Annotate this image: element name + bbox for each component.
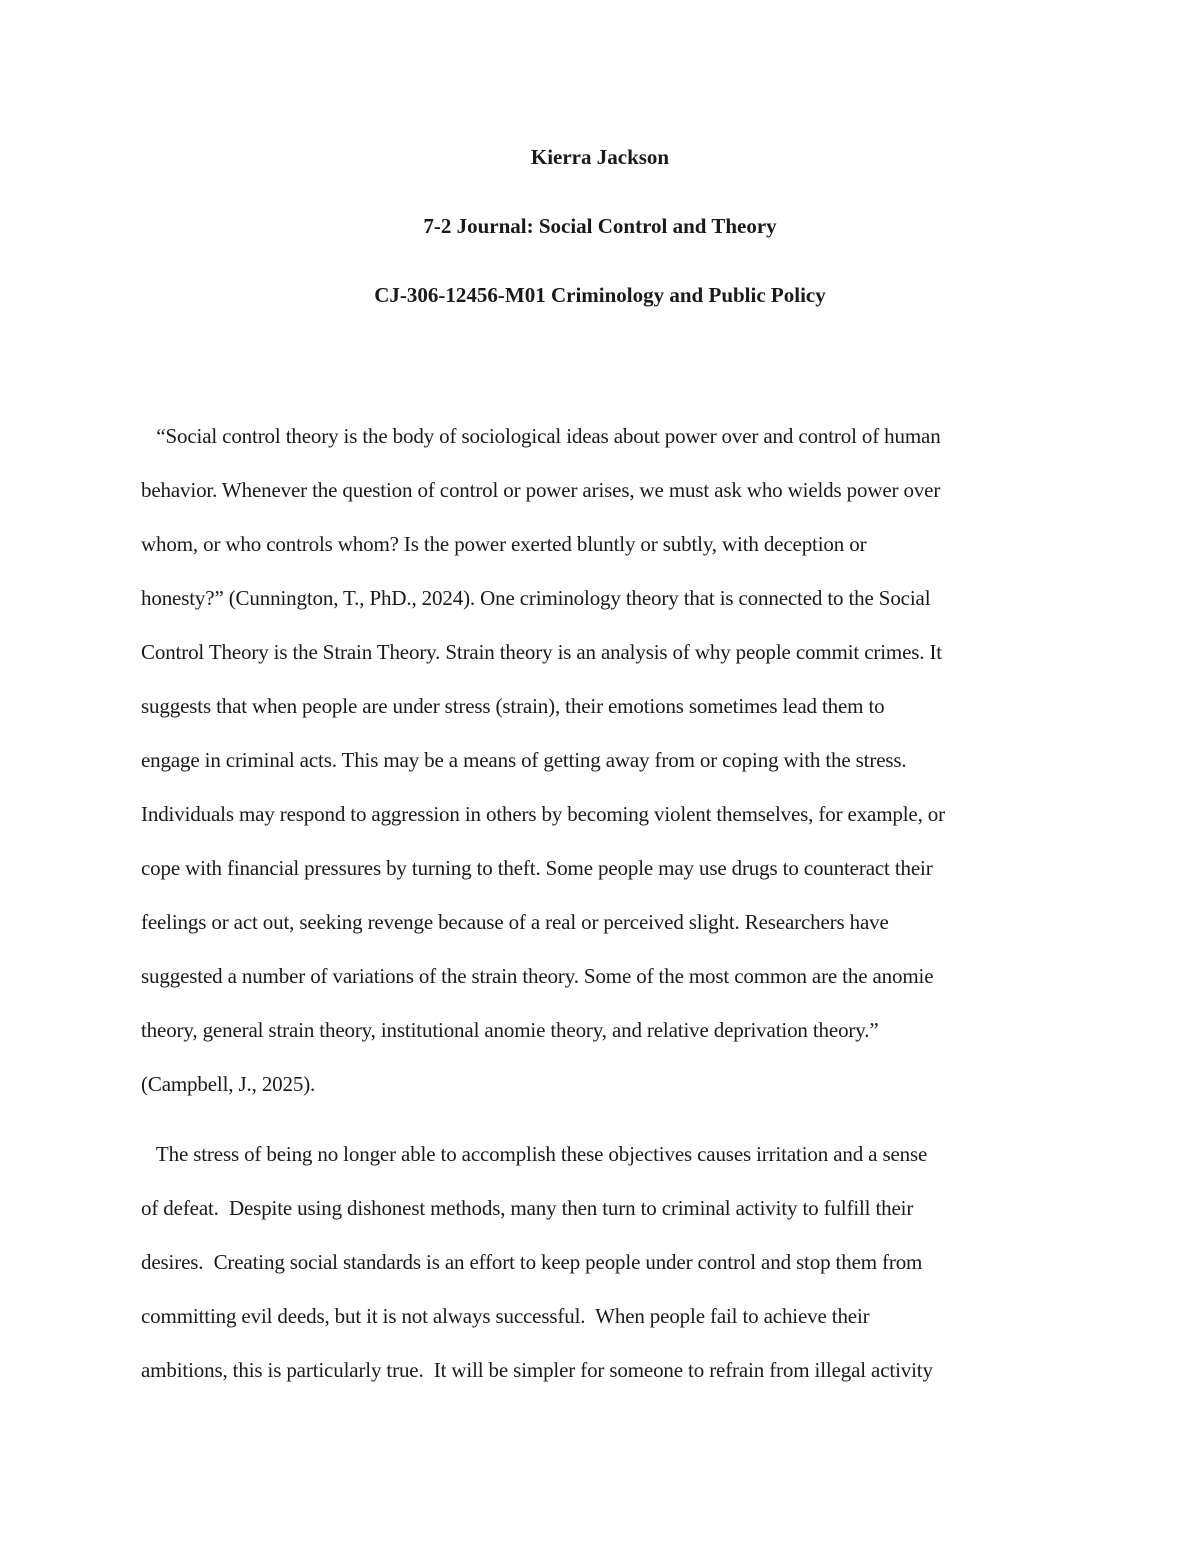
paragraph-line: committing evil deeds, but it is not always successful. When people fail to achieve their (141, 1304, 870, 1328)
paragraph-line: whom, or who controls whom? Is the power exerted bluntly or subtly, with deception or (141, 532, 867, 556)
paragraph-line: cope with financial pressures by turning to theft. Some people may use drugs to counteract their (141, 856, 933, 880)
paragraph-line: Control Theory is the Strain Theory. Strain theory is an analysis of why people commit crimes. It (141, 640, 942, 664)
paragraph-line: feelings or act out, seeking revenge because of a real or perceived slight. Researchers have (141, 910, 889, 934)
paragraph-line: honesty?” (Cunnington, T., PhD., 2024). One criminology theory that is connected to the Social (141, 586, 931, 610)
paragraph-line: of defeat. Despite using dishonest methods, many then turn to criminal activity to fulfill their (141, 1196, 914, 1220)
paragraph-line: ambitions, this is particularly true. It will be simpler for someone to refrain from illegal activity (141, 1358, 933, 1382)
paragraph-line: suggested a number of variations of the strain theory. Some of the most common are the anomie (141, 964, 934, 988)
assignment-title: 7-2 Journal: Social Control and Theory (423, 214, 777, 238)
paragraph-line: desires. Creating social standards is an effort to keep people under control and stop them from (141, 1250, 923, 1274)
paragraph-line: suggests that when people are under stress (strain), their emotions sometimes lead them to (141, 694, 885, 718)
paragraph-line: “Social control theory is the body of sociological ideas about power over and control of human (141, 424, 941, 448)
paragraph-line: The stress of being no longer able to accomplish these objectives causes irritation and a sense (141, 1142, 928, 1166)
paragraph-line: theory, general strain theory, institutional anomie theory, and relative deprivation theory.” (141, 1018, 879, 1042)
paragraph-line: (Campbell, J., 2025). (141, 1072, 316, 1096)
paragraph-line: behavior. Whenever the question of control or power arises, we must ask who wields power over (141, 478, 941, 502)
author-name: Kierra Jackson (530, 145, 670, 169)
paragraph-line: Individuals may respond to aggression in others by becoming violent themselves, for example, or (141, 802, 945, 826)
paragraph-line: engage in criminal acts. This may be a means of getting away from or coping with the stress. (141, 748, 907, 772)
course-title: CJ-306-12456-M01 Criminology and Public Policy (374, 283, 826, 307)
